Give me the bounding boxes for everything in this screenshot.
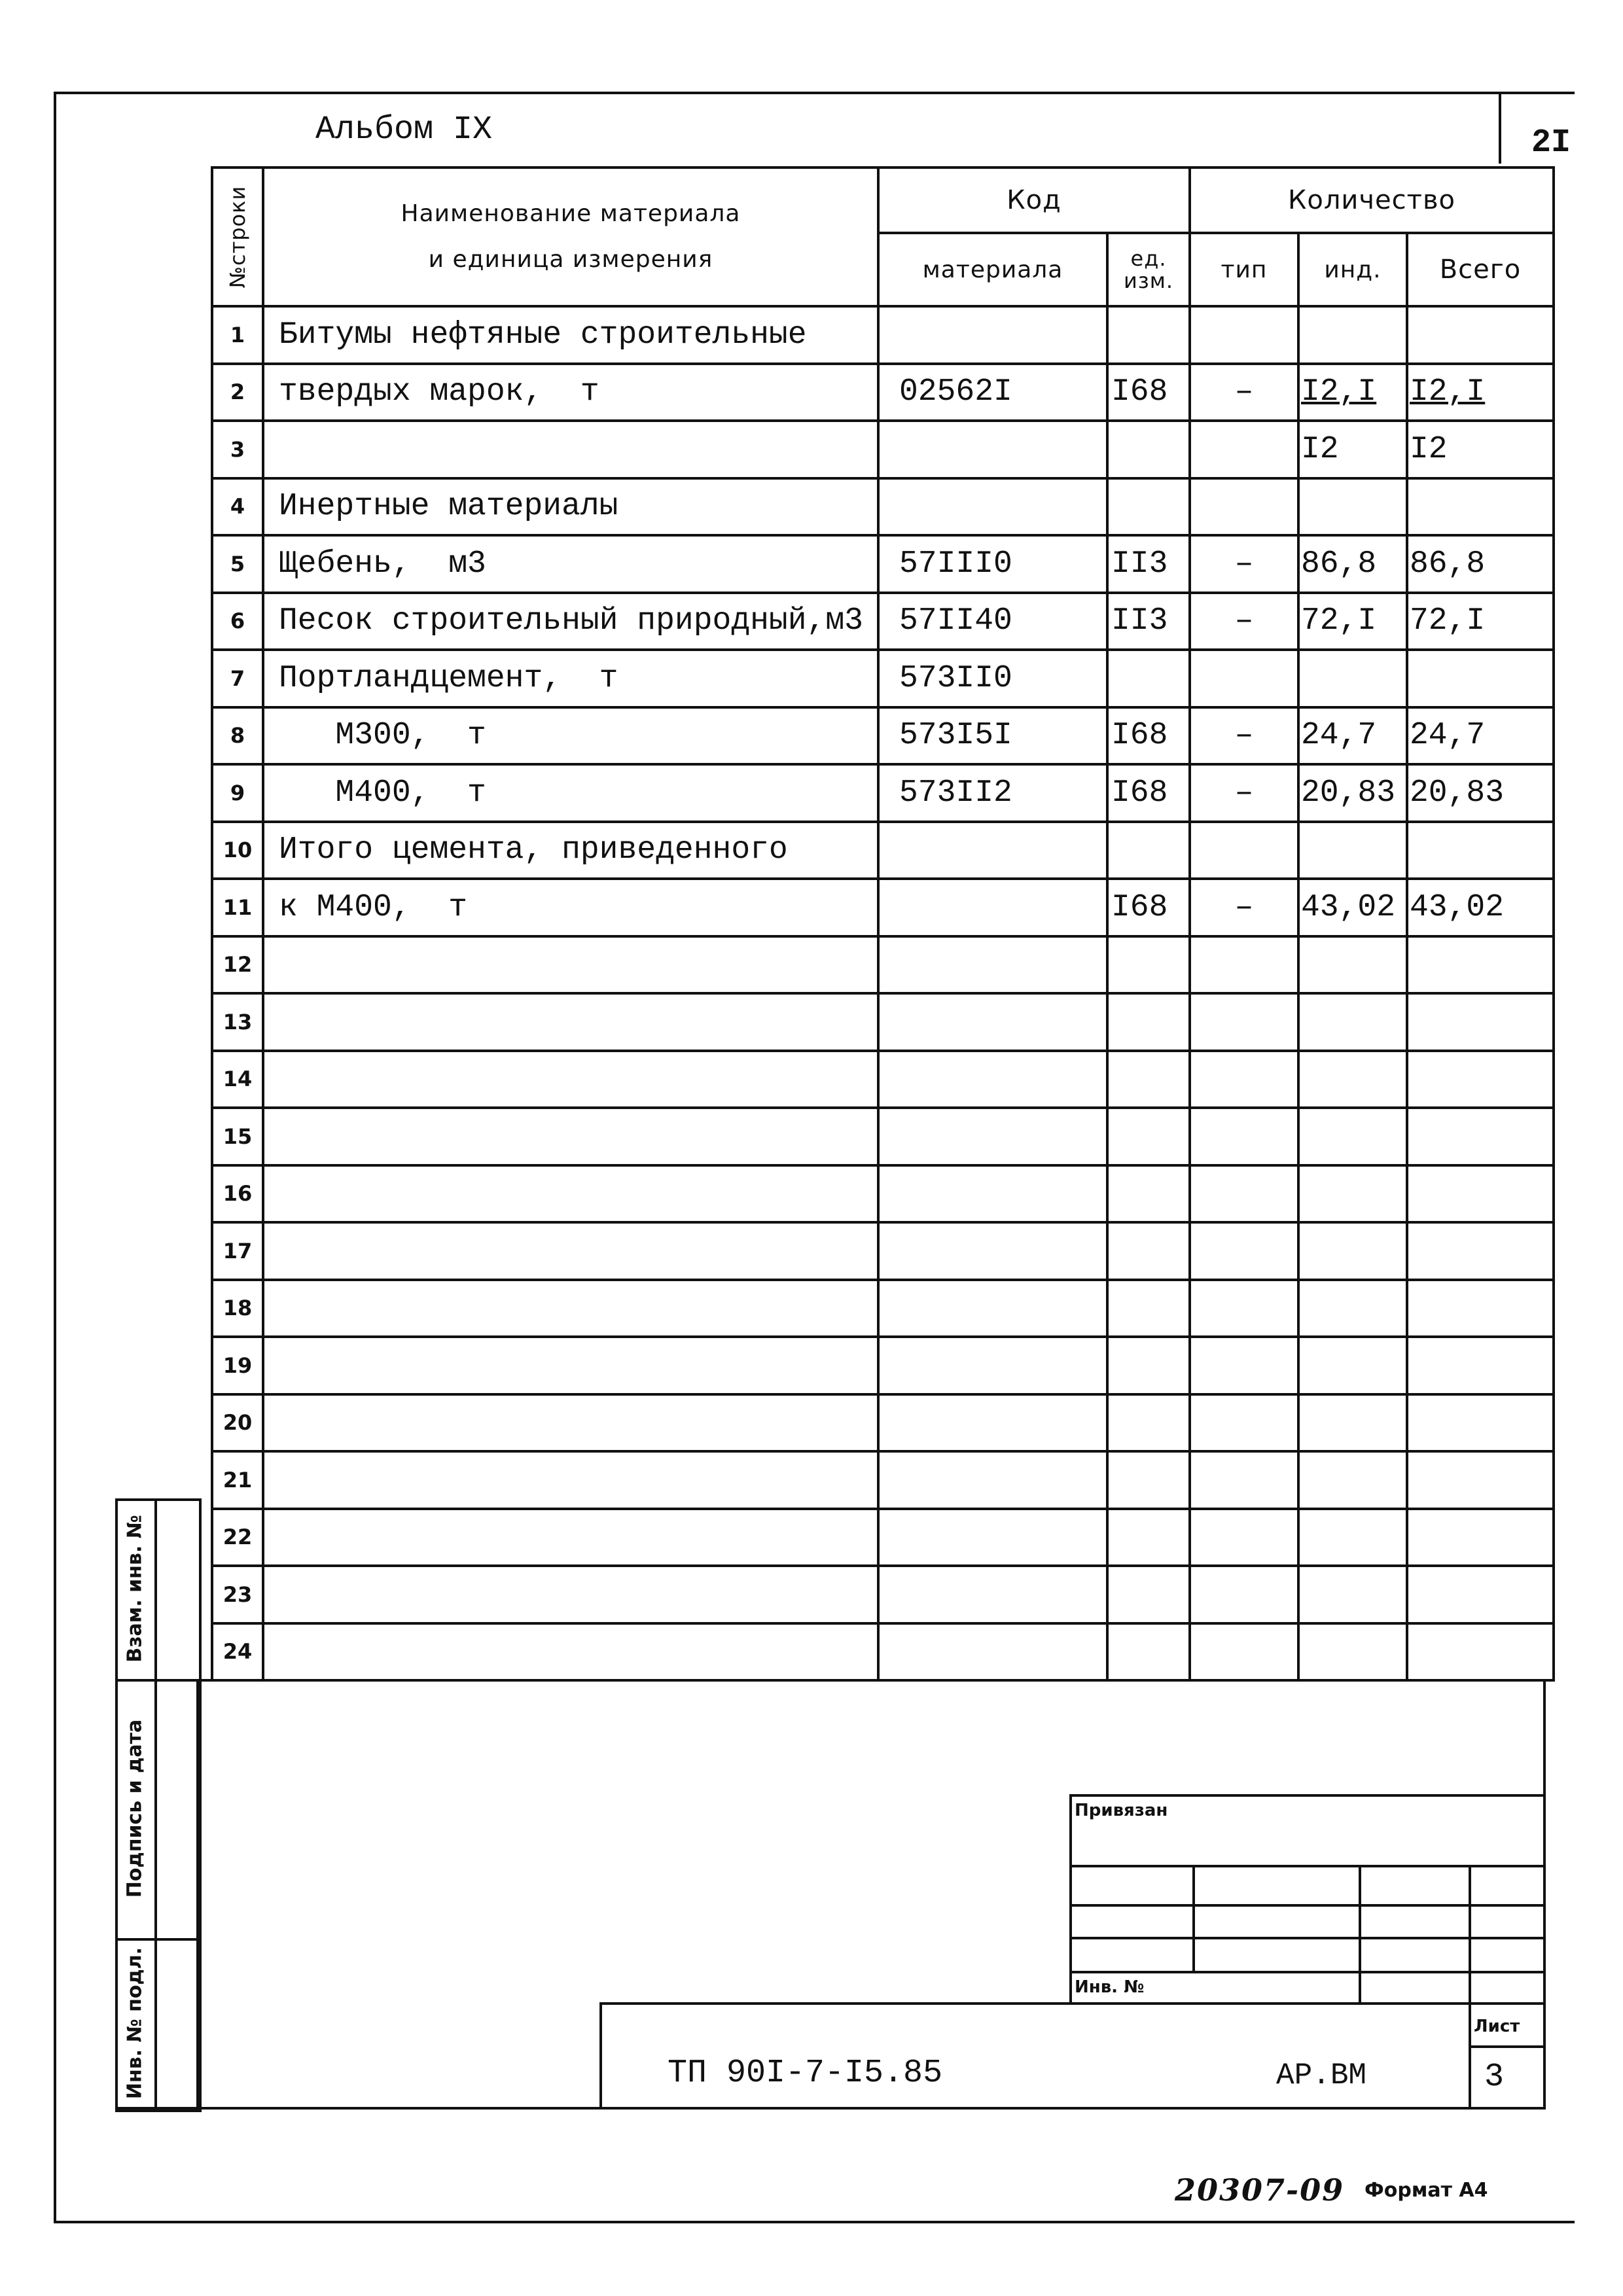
table-row bbox=[212, 306, 1554, 364]
unit-code bbox=[1107, 306, 1190, 364]
quantity-individual: 43,02 bbox=[1298, 879, 1407, 936]
quantity-type bbox=[1190, 1165, 1298, 1223]
table-row bbox=[212, 364, 1554, 421]
binding-line-1 bbox=[1069, 1865, 1546, 1867]
material-name: Песок строительный природный,м3 bbox=[263, 593, 878, 650]
row-number: 15 bbox=[212, 1108, 263, 1165]
material-name: твердых марок, т bbox=[263, 364, 878, 421]
quantity-individual bbox=[1298, 478, 1407, 536]
quantity-total: 72,I bbox=[1407, 593, 1554, 650]
quantity-total bbox=[1407, 650, 1554, 707]
table-row bbox=[212, 1566, 1554, 1623]
table-row bbox=[212, 535, 1554, 593]
table-row bbox=[212, 707, 1554, 765]
table-row bbox=[212, 1451, 1554, 1509]
quantity-type bbox=[1190, 306, 1298, 364]
material-name bbox=[263, 1623, 878, 1681]
row-number: 13 bbox=[212, 993, 263, 1051]
quantity-individual bbox=[1298, 1509, 1407, 1566]
quantity-type bbox=[1190, 650, 1298, 707]
format-label: Формат А4 bbox=[1364, 2179, 1488, 2202]
row-number: 10 bbox=[212, 822, 263, 879]
materials-table-body bbox=[212, 306, 1554, 1680]
table-row bbox=[212, 478, 1554, 536]
material-code bbox=[878, 1165, 1107, 1223]
quantity-individual bbox=[1298, 306, 1407, 364]
row-number: 1 bbox=[212, 306, 263, 364]
row-number: 6 bbox=[212, 593, 263, 650]
table-row bbox=[212, 936, 1554, 994]
unit-code bbox=[1107, 1051, 1190, 1108]
row-number: 7 bbox=[212, 650, 263, 707]
unit-code: I68 bbox=[1107, 707, 1190, 765]
table-row bbox=[212, 1222, 1554, 1280]
quantity-type bbox=[1190, 936, 1298, 994]
material-name bbox=[263, 1051, 878, 1108]
material-name bbox=[263, 421, 878, 478]
lower-area-bottom bbox=[115, 2107, 1546, 2110]
unit-code: I68 bbox=[1107, 364, 1190, 421]
quantity-type: – bbox=[1190, 593, 1298, 650]
row-number: 12 bbox=[212, 936, 263, 994]
material-name: Портландцемент, т bbox=[263, 650, 878, 707]
row-number: 14 bbox=[212, 1051, 263, 1108]
binding-col-3 bbox=[1469, 1865, 1471, 2108]
quantity-individual bbox=[1298, 1566, 1407, 1623]
material-name: Итого цемента, приведенного bbox=[263, 822, 878, 879]
row-number: 22 bbox=[212, 1509, 263, 1566]
row-number: 23 bbox=[212, 1566, 263, 1623]
quantity-total: 86,8 bbox=[1407, 535, 1554, 593]
material-code bbox=[878, 1222, 1107, 1280]
side-stamp-sep-1 bbox=[115, 1679, 199, 1682]
row-number: 17 bbox=[212, 1222, 263, 1280]
material-name bbox=[263, 1566, 878, 1623]
material-name bbox=[263, 1222, 878, 1280]
quantity-type bbox=[1190, 1222, 1298, 1280]
header-qty-total: Всего bbox=[1407, 233, 1554, 306]
table-row bbox=[212, 993, 1554, 1051]
inventory-number-label: Инв. № bbox=[1075, 1977, 1145, 1997]
table-row bbox=[212, 650, 1554, 707]
unit-code bbox=[1107, 1337, 1190, 1394]
quantity-total bbox=[1407, 1165, 1554, 1223]
row-number: 24 bbox=[212, 1623, 263, 1681]
table-row bbox=[212, 1337, 1554, 1394]
material-code: 57III0 bbox=[878, 535, 1107, 593]
quantity-type bbox=[1190, 1108, 1298, 1165]
unit-code bbox=[1107, 650, 1190, 707]
binding-col-1 bbox=[1192, 1865, 1195, 1973]
quantity-individual bbox=[1298, 1222, 1407, 1280]
header-qty-ind: инд. bbox=[1298, 233, 1407, 306]
row-number: 18 bbox=[212, 1280, 263, 1337]
material-code: 573II2 bbox=[878, 764, 1107, 822]
header-name: Наименование материала и единица измерения bbox=[263, 168, 878, 306]
quantity-type bbox=[1190, 1280, 1298, 1337]
quantity-individual bbox=[1298, 936, 1407, 994]
binding-line-2 bbox=[1069, 1904, 1546, 1907]
unit-code bbox=[1107, 1165, 1190, 1223]
side-stamp-signature-date: Подпись и дата bbox=[123, 1719, 147, 1898]
table-row bbox=[212, 421, 1554, 478]
unit-code bbox=[1107, 1623, 1190, 1681]
header-code-group: Код bbox=[878, 168, 1190, 233]
quantity-type: – bbox=[1190, 879, 1298, 936]
material-code bbox=[878, 1509, 1107, 1566]
quantity-type bbox=[1190, 1566, 1298, 1623]
row-number: 19 bbox=[212, 1337, 263, 1394]
quantity-total bbox=[1407, 478, 1554, 536]
side-stamp-divider bbox=[154, 1498, 157, 2110]
quantity-total bbox=[1407, 822, 1554, 879]
table-row bbox=[212, 879, 1554, 936]
side-stamp-original-inv: Инв. № подл. bbox=[123, 1947, 147, 2100]
row-number: 3 bbox=[212, 421, 263, 478]
quantity-individual: 20,83 bbox=[1298, 764, 1407, 822]
header-qty-type: тип bbox=[1190, 233, 1298, 306]
quantity-individual bbox=[1298, 1280, 1407, 1337]
material-code bbox=[878, 306, 1107, 364]
sheet-number: 3 bbox=[1484, 2058, 1505, 2096]
quantity-individual bbox=[1298, 1394, 1407, 1452]
quantity-individual bbox=[1298, 650, 1407, 707]
quantity-total bbox=[1407, 1337, 1554, 1394]
document-code: ТП 90I-7-I5.85 bbox=[668, 2055, 943, 2092]
material-name bbox=[263, 1451, 878, 1509]
material-name: М300, т bbox=[263, 707, 878, 765]
material-name bbox=[263, 1337, 878, 1394]
quantity-type: – bbox=[1190, 764, 1298, 822]
row-number: 2 bbox=[212, 364, 263, 421]
row-number: 5 bbox=[212, 535, 263, 593]
quantity-individual bbox=[1298, 1623, 1407, 1681]
quantity-individual bbox=[1298, 1337, 1407, 1394]
quantity-total: 43,02 bbox=[1407, 879, 1554, 936]
quantity-type bbox=[1190, 1623, 1298, 1681]
quantity-type bbox=[1190, 421, 1298, 478]
unit-code: II3 bbox=[1107, 593, 1190, 650]
quantity-total bbox=[1407, 1509, 1554, 1566]
unit-code bbox=[1107, 993, 1190, 1051]
handwritten-number: 20307-09 bbox=[1175, 2172, 1345, 2208]
row-number: 16 bbox=[212, 1165, 263, 1223]
material-name: Щебень, м3 bbox=[263, 535, 878, 593]
unit-code bbox=[1107, 421, 1190, 478]
row-number: 20 bbox=[212, 1394, 263, 1452]
unit-code bbox=[1107, 1108, 1190, 1165]
table-row bbox=[212, 593, 1554, 650]
material-code bbox=[878, 1566, 1107, 1623]
table-row bbox=[212, 1165, 1554, 1223]
sheet-label: Лист bbox=[1474, 2017, 1520, 2036]
table-row bbox=[212, 822, 1554, 879]
quantity-total: 20,83 bbox=[1407, 764, 1554, 822]
material-name: Битумы нефтяные строительные bbox=[263, 306, 878, 364]
quantity-total bbox=[1407, 306, 1554, 364]
side-stamp-sep-2 bbox=[115, 1938, 199, 1941]
material-name bbox=[263, 1165, 878, 1223]
binding-line-3 bbox=[1069, 1937, 1546, 1939]
quantity-total bbox=[1407, 1108, 1554, 1165]
quantity-individual: 72,I bbox=[1298, 593, 1407, 650]
material-name bbox=[263, 936, 878, 994]
table-row bbox=[212, 1394, 1554, 1452]
material-code bbox=[878, 1337, 1107, 1394]
unit-code bbox=[1107, 1451, 1190, 1509]
row-number: 21 bbox=[212, 1451, 263, 1509]
quantity-total: I2,I bbox=[1407, 364, 1554, 421]
quantity-individual: 24,7 bbox=[1298, 707, 1407, 765]
quantity-individual bbox=[1298, 993, 1407, 1051]
table-row bbox=[212, 1108, 1554, 1165]
material-code bbox=[878, 936, 1107, 994]
quantity-type bbox=[1190, 1051, 1298, 1108]
quantity-type bbox=[1190, 478, 1298, 536]
material-name: М400, т bbox=[263, 764, 878, 822]
lower-area-left bbox=[196, 1679, 199, 2110]
table-row bbox=[212, 1051, 1554, 1108]
quantity-type bbox=[1190, 822, 1298, 879]
header-row-number: №строки bbox=[212, 168, 263, 306]
table-row bbox=[212, 764, 1554, 822]
binding-line-4 bbox=[1069, 1971, 1546, 1973]
unit-code bbox=[1107, 1509, 1190, 1566]
material-name bbox=[263, 993, 878, 1051]
page-number-divider bbox=[1499, 92, 1501, 164]
materials-table bbox=[211, 166, 1555, 1682]
header-code-material: материала bbox=[878, 233, 1107, 306]
material-code bbox=[878, 1280, 1107, 1337]
table-row bbox=[212, 1509, 1554, 1566]
unit-code bbox=[1107, 1222, 1190, 1280]
row-number: 4 bbox=[212, 478, 263, 536]
unit-code: I68 bbox=[1107, 764, 1190, 822]
quantity-type: – bbox=[1190, 364, 1298, 421]
quantity-type bbox=[1190, 1451, 1298, 1509]
quantity-total bbox=[1407, 1623, 1554, 1681]
quantity-individual bbox=[1298, 1165, 1407, 1223]
table-row bbox=[212, 1280, 1554, 1337]
unit-code bbox=[1107, 822, 1190, 879]
binding-col-2 bbox=[1359, 1865, 1361, 2004]
quantity-total bbox=[1407, 1222, 1554, 1280]
material-name bbox=[263, 1280, 878, 1337]
quantity-type bbox=[1190, 993, 1298, 1051]
header-quantity-group: Количество bbox=[1190, 168, 1554, 233]
quantity-total bbox=[1407, 1051, 1554, 1108]
quantity-individual: I2 bbox=[1298, 421, 1407, 478]
quantity-type bbox=[1190, 1337, 1298, 1394]
unit-code bbox=[1107, 478, 1190, 536]
material-code bbox=[878, 478, 1107, 536]
unit-code bbox=[1107, 1566, 1190, 1623]
quantity-type: – bbox=[1190, 535, 1298, 593]
unit-code: II3 bbox=[1107, 535, 1190, 593]
material-code bbox=[878, 1051, 1107, 1108]
material-code bbox=[878, 1108, 1107, 1165]
quantity-individual: 86,8 bbox=[1298, 535, 1407, 593]
row-number: 11 bbox=[212, 879, 263, 936]
quantity-individual bbox=[1298, 822, 1407, 879]
material-code bbox=[878, 822, 1107, 879]
page-number: 2I bbox=[1531, 124, 1571, 162]
material-name bbox=[263, 1509, 878, 1566]
quantity-total bbox=[1407, 1280, 1554, 1337]
quantity-individual: I2,I bbox=[1298, 364, 1407, 421]
side-stamp-replacement-inv: Взам. инв. № bbox=[123, 1515, 147, 1663]
binding-label: Привязан bbox=[1075, 1801, 1168, 1820]
unit-code bbox=[1107, 1394, 1190, 1452]
unit-code: I68 bbox=[1107, 879, 1190, 936]
row-number: 9 bbox=[212, 764, 263, 822]
sheet-code: АР.ВМ bbox=[1276, 2058, 1367, 2093]
material-code bbox=[878, 421, 1107, 478]
material-code bbox=[878, 1394, 1107, 1452]
quantity-individual bbox=[1298, 1051, 1407, 1108]
quantity-total bbox=[1407, 1451, 1554, 1509]
album-label: Альбом IX bbox=[315, 111, 493, 149]
material-code: 573II0 bbox=[878, 650, 1107, 707]
material-code: 57II40 bbox=[878, 593, 1107, 650]
material-name: к М400, т bbox=[263, 879, 878, 936]
unit-code bbox=[1107, 1280, 1190, 1337]
quantity-total bbox=[1407, 936, 1554, 994]
material-code: 02562I bbox=[878, 364, 1107, 421]
material-name bbox=[263, 1108, 878, 1165]
sheet-label-line bbox=[1469, 2045, 1546, 2048]
quantity-total bbox=[1407, 1566, 1554, 1623]
table-row bbox=[212, 1623, 1554, 1681]
row-number: 8 bbox=[212, 707, 263, 765]
title-block-top bbox=[599, 2002, 1546, 2005]
quantity-total bbox=[1407, 993, 1554, 1051]
unit-code bbox=[1107, 936, 1190, 994]
header-code-unit: ед. изм. bbox=[1107, 233, 1190, 306]
quantity-individual bbox=[1298, 1108, 1407, 1165]
quantity-total bbox=[1407, 1394, 1554, 1452]
quantity-type: – bbox=[1190, 707, 1298, 765]
title-block-left bbox=[599, 2002, 602, 2110]
quantity-type bbox=[1190, 1394, 1298, 1452]
material-code bbox=[878, 1623, 1107, 1681]
lower-area-top bbox=[196, 1679, 1546, 1682]
material-code bbox=[878, 1451, 1107, 1509]
quantity-total: I2 bbox=[1407, 421, 1554, 478]
quantity-type bbox=[1190, 1509, 1298, 1566]
material-name bbox=[263, 1394, 878, 1452]
quantity-total: 24,7 bbox=[1407, 707, 1554, 765]
material-code: 573I5I bbox=[878, 707, 1107, 765]
quantity-individual bbox=[1298, 1451, 1407, 1509]
material-name: Инертные материалы bbox=[263, 478, 878, 536]
material-code bbox=[878, 993, 1107, 1051]
material-code bbox=[878, 879, 1107, 936]
